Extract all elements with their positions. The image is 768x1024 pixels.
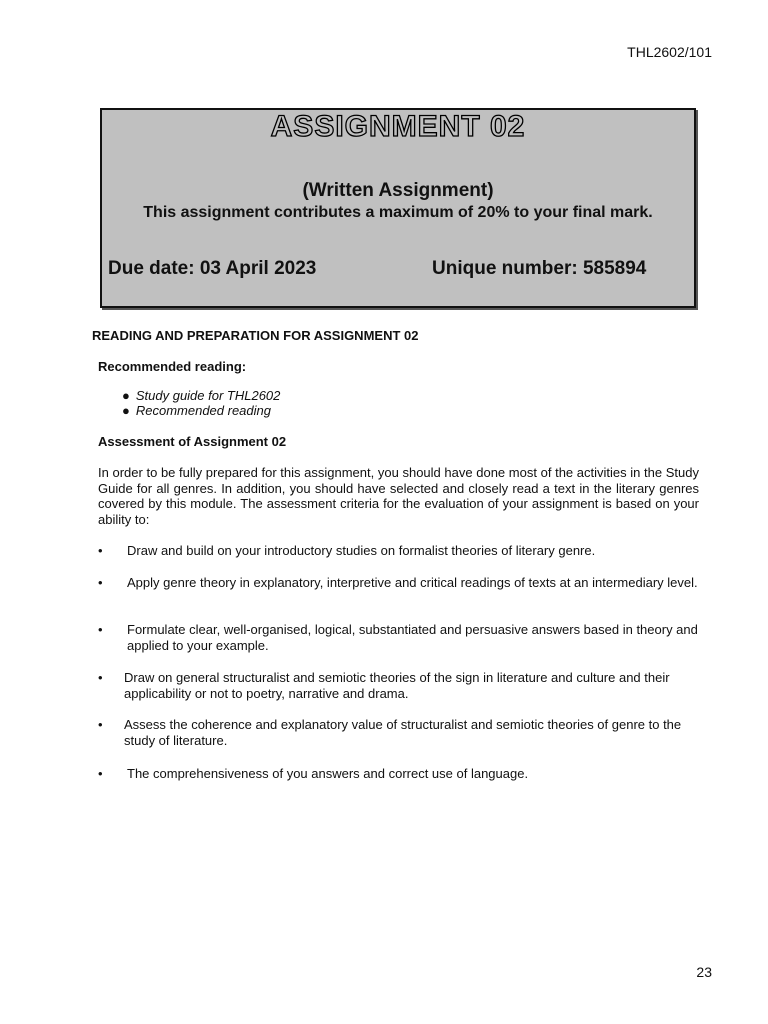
contribution-note: This assignment contributes a maximum of 20% to your final mark.: [143, 204, 653, 221]
bullet-icon: •: [98, 670, 103, 685]
bullet-icon: •: [98, 766, 103, 781]
bullet-icon: •: [98, 575, 103, 590]
assessment-heading: Assessment of Assignment 02: [98, 434, 287, 449]
due-date: Due date: 03 April 2023: [108, 258, 317, 279]
course-code: THL2602/101: [627, 44, 712, 60]
assignment-subtitle: (Written Assignment): [302, 180, 494, 201]
bullet-icon: ●: [122, 388, 130, 403]
criterion-item: • Draw and build on your introductory studies on formalist theories of literary genre.: [98, 543, 596, 558]
bullet-icon: ●: [122, 403, 130, 418]
recommended-reading-list: [122, 388, 280, 418]
assessment-intro: In order to be fully prepared for this assignment, you should have done most of the activities in the Study Guide for all genres. In addition, you should have selected and closely read a text in the literary genres covered by this module. The assessment criteria for the evaluation of your assignment is based on your ability to:: [98, 465, 699, 527]
criterion-item: • Assess the coherence and explanatory value of structuralist and semiotic theories of genre to the study of literature.: [98, 717, 682, 748]
bullet-icon: •: [98, 717, 103, 732]
bullet-icon: •: [98, 543, 103, 558]
criterion-item: • The comprehensiveness of you answers and correct use of language.: [98, 766, 529, 781]
assignment-title: ASSIGNMENT 02: [270, 110, 526, 143]
unique-number: Unique number: 585894: [432, 258, 647, 279]
recommended-reading-heading: Recommended reading:: [98, 359, 247, 374]
criterion-item: • Formulate clear, well-organised, logical, substantiated and persuasive answers based in theory and applied to your example.: [98, 622, 698, 653]
bullet-icon: •: [98, 622, 103, 637]
criterion-item: • Draw on general structuralist and semiotic theories of the sign in literature and culture and their applicability or not to poetry, narrative and drama.: [98, 670, 670, 701]
reading-heading: READING AND PREPARATION FOR ASSIGNMENT 02: [92, 328, 419, 343]
criterion-item: • Apply genre theory in explanatory, interpretive and critical readings of texts at an intermediary level.: [98, 575, 698, 590]
page-number: 23: [696, 964, 712, 980]
list-item: ● Recommended reading: [122, 403, 271, 418]
list-item: ● Study guide for THL2602: [122, 388, 281, 403]
assignment-banner: [100, 108, 696, 308]
